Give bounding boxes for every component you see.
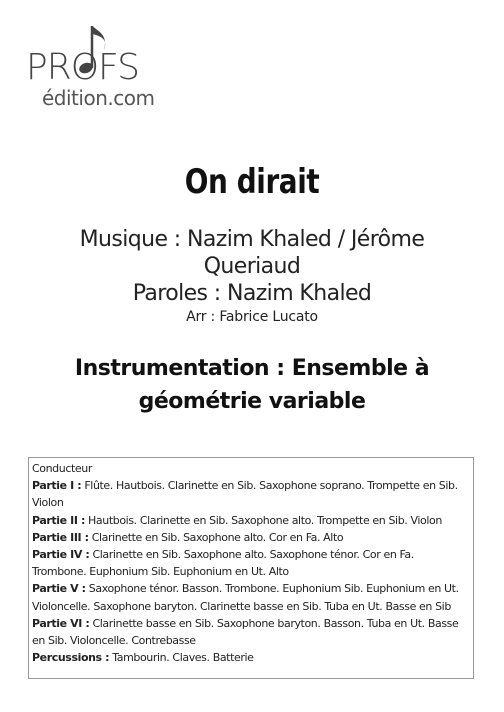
composer-credit: Musique : Nazim Khaled / Jérôme Queriaud (79, 227, 425, 279)
part-line (32, 580, 470, 614)
part-label: Percussions : (32, 651, 110, 665)
part-label: Partie II : (32, 513, 85, 527)
part-line (32, 649, 470, 666)
part-line (32, 529, 470, 546)
part-line (32, 512, 470, 529)
arranger-credit: Arr : Fabrice Lucato (186, 309, 318, 325)
part-instruments: Clarinette en Sib. Saxophone alto. Saxophone ténor. Cor en Fa. Trombone. Euphonium Sib. Euphonium en Ut. Alto (32, 548, 414, 579)
part-line (32, 615, 470, 649)
score-title: On dirait (184, 162, 320, 202)
conductor-line: Conducteur (32, 462, 92, 475)
part-label: Partie I : (32, 479, 82, 493)
credits (60, 226, 444, 326)
part-label: Partie IV : (32, 548, 90, 562)
part-label: Partie VI : (32, 616, 90, 630)
part-instruments: Flûte. Hautbois. Clarinette en Sib. Saxophone soprano. Trompette en Sib. Violon (32, 479, 458, 510)
publisher-logo (26, 22, 186, 114)
part-instruments: Hautbois. Clarinette en Sib. Saxophone alto. Trompette en Sib. Violon (84, 513, 442, 527)
parts-list-box (28, 457, 474, 679)
part-line (32, 546, 470, 580)
logo-name: PROFS (26, 47, 139, 88)
instrumentation-heading: Instrumentation : Ensemble à géométrie variable (74, 356, 430, 414)
part-instruments: Saxophone ténor. Basson. Trombone. Euphonium Sib. Euphonium en Ut. Violoncelle. Saxophone baryton. Clarinette basse en Sib. Tuba en Ut. Basse en Sib (32, 582, 459, 613)
part-instruments: Clarinette en Sib. Saxophone alto. Cor en Fa. Alto (88, 530, 344, 544)
part-instruments: Tambourin. Claves. Batterie (109, 651, 254, 665)
part-instruments: Clarinette basse en Sib. Saxophone baryton. Basson. Tuba en Ut. Basse en Sib. Violoncelle. Contrebasse (32, 616, 459, 648)
lyricist-credit: Paroles : Nazim Khaled (132, 281, 372, 306)
logo-domain: édition.com (42, 86, 155, 110)
part-label: Partie III : (32, 530, 89, 544)
part-label: Partie V : (32, 582, 86, 596)
part-line (32, 477, 470, 511)
